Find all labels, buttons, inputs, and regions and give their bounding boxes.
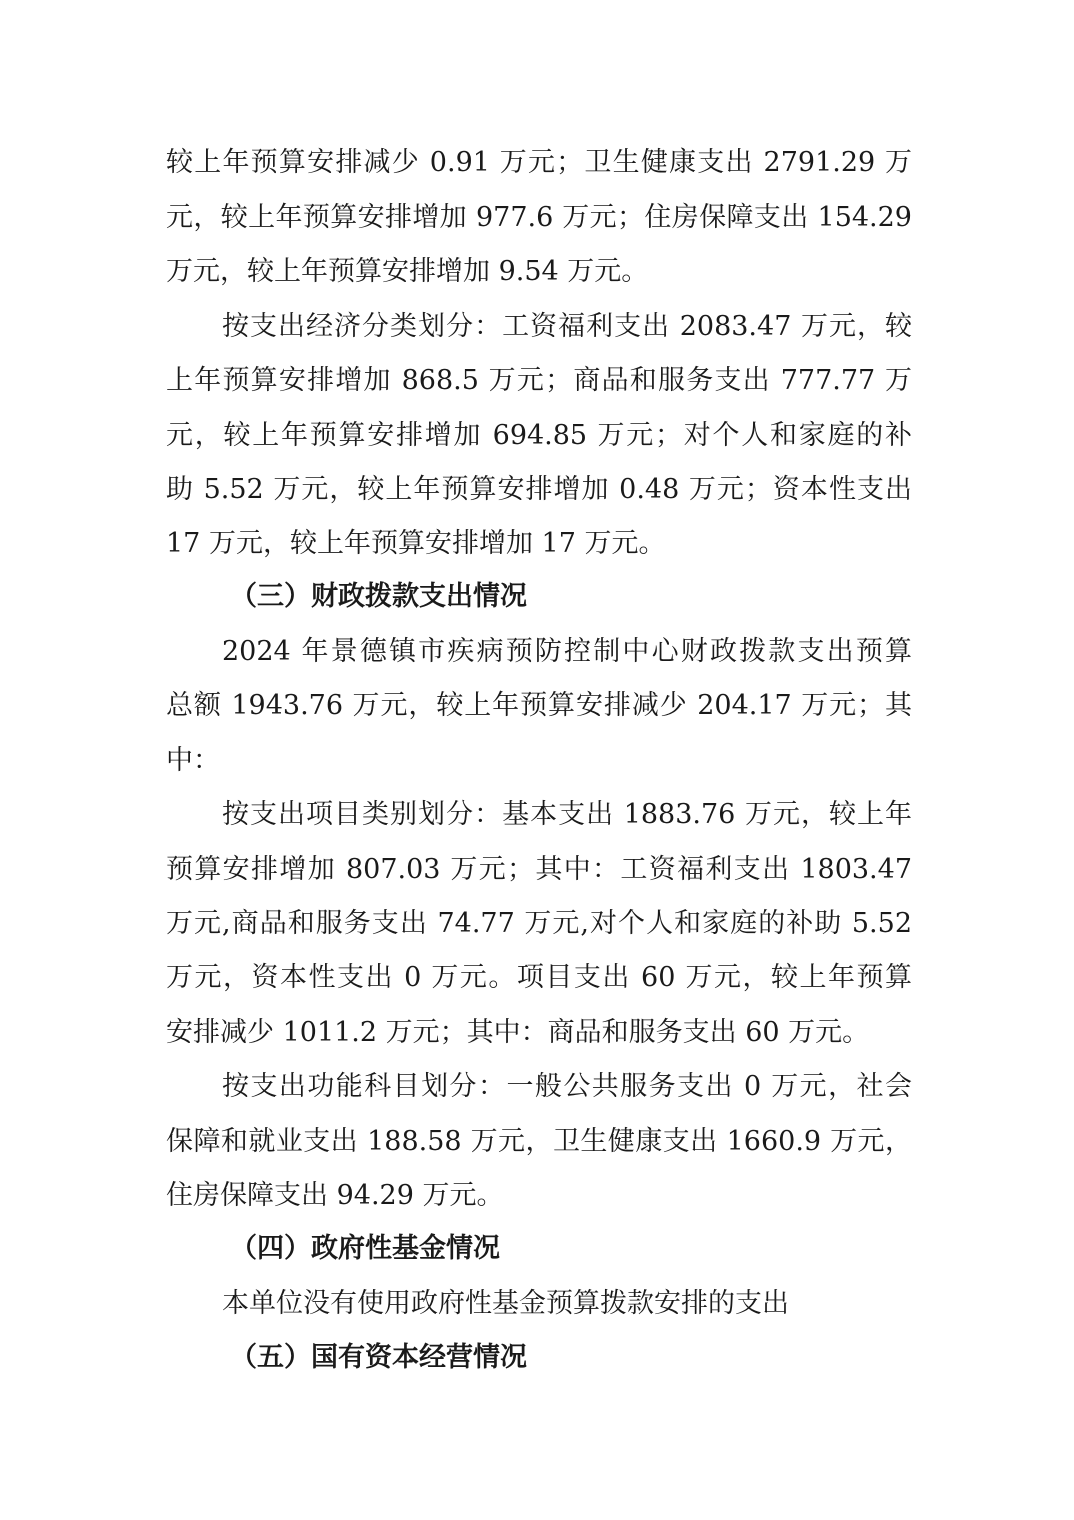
paragraph-line: 预算安排增加 807.03 万元；其中：工资福利支出 1803.47 [166,854,912,885]
paragraph-line: 中： [166,745,220,776]
paragraph-line: 17 万元，较上年预算安排增加 17 万元。 [166,528,666,559]
paragraph-line: 万元，较上年预算安排增加 9.54 万元。 [166,256,649,287]
paragraph-line: 上年预算安排增加 868.5 万元；商品和服务支出 777.77 万 [166,365,912,396]
paragraph-line: 本单位没有使用政府性基金预算拨款安排的支出 [222,1288,789,1319]
paragraph-line: 2024 年景德镇市疾病预防控制中心财政拨款支出预算 [222,636,912,667]
paragraph-line: 按支出经济分类划分：工资福利支出 2083.47 万元，较 [222,311,912,342]
paragraph-line: 安排减少 1011.2 万元；其中：商品和服务支出 60 万元。 [166,1017,870,1048]
paragraph-line: 万元,商品和服务支出 74.77 万元,对个人和家庭的补助 5.52 [166,908,912,939]
paragraph-line: 按支出功能科目划分：一般公共服务支出 0 万元，社会 [222,1071,912,1102]
paragraph-line: 元，较上年预算安排增加 977.6 万元；住房保障支出 154.29 [166,202,912,233]
paragraph-line: 较上年预算安排减少 0.91 万元；卫生健康支出 2791.29 万 [166,147,912,178]
paragraph-line: 保障和就业支出 188.58 万元，卫生健康支出 1660.9 万元， [166,1126,912,1157]
paragraph-line: 按支出项目类别划分：基本支出 1883.76 万元，较上年 [222,799,912,830]
paragraph-line: 万元，资本性支出 0 万元。项目支出 60 万元，较上年预算 [166,962,912,993]
paragraph-line: 元，较上年预算安排增加 694.85 万元；对个人和家庭的补 [166,420,912,451]
section-heading: （五）国有资本经营情况 [230,1342,527,1373]
paragraph-line: 住房保障支出 94.29 万元。 [166,1180,504,1211]
section-heading: （四）政府性基金情况 [230,1233,500,1264]
paragraph-line: 总额 1943.76 万元，较上年预算安排减少 204.17 万元；其 [166,690,912,721]
paragraph-line: 助 5.52 万元，较上年预算安排增加 0.48 万元；资本性支出 [166,474,912,505]
section-heading: （三）财政拨款支出情况 [230,581,527,612]
